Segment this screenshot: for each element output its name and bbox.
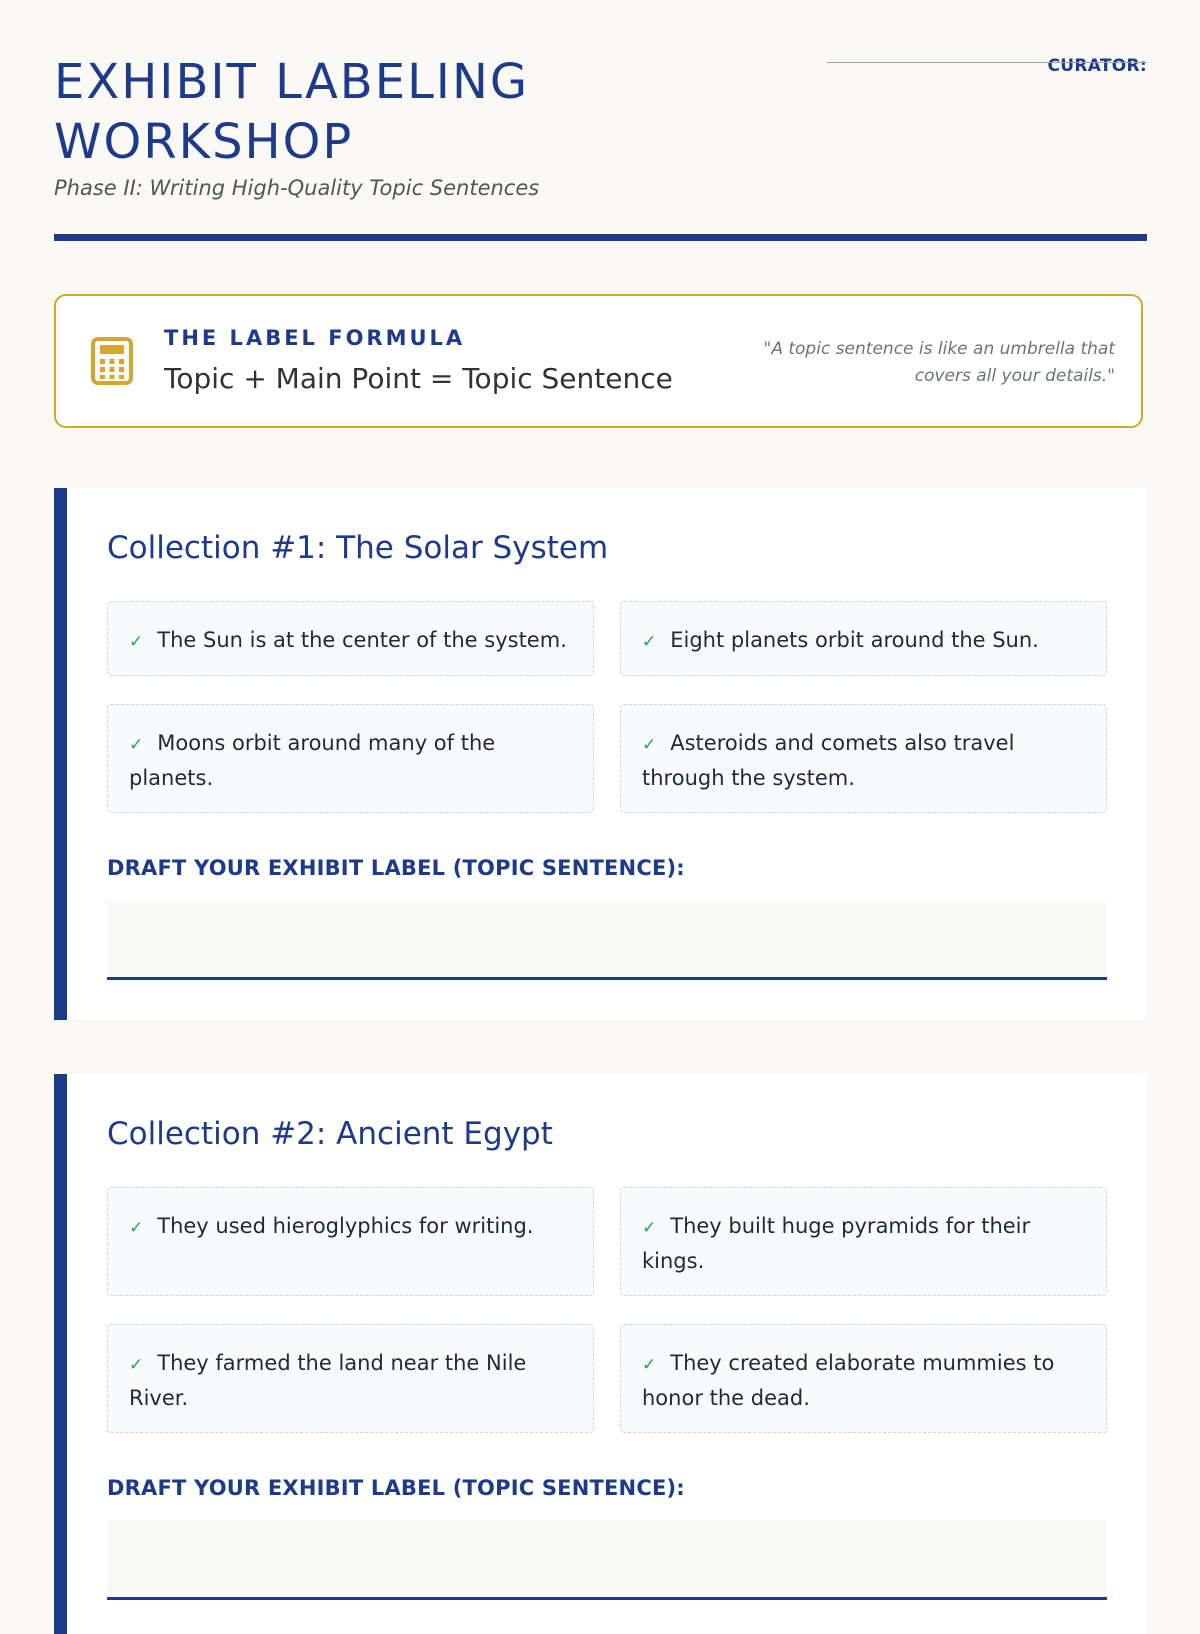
fact-card [107,601,594,676]
check-icon: ✓ [642,1218,657,1238]
fact-card [107,1324,594,1433]
exhibit-label-input[interactable] [107,1520,1107,1600]
curator-signature-line[interactable] [827,62,1147,63]
check-icon: ✓ [129,1355,144,1375]
check-icon: ✓ [642,735,657,755]
fact-text: They used hieroglyphics for writing. [157,1214,534,1238]
fact-card [107,1187,594,1296]
fact-card [620,1187,1107,1296]
formula-heading: THE LABEL FORMULA [164,326,466,350]
fact-card [107,704,594,813]
curator-label: CURATOR: [1047,56,1147,76]
check-icon: ✓ [642,1355,657,1375]
calculator-icon [90,336,134,386]
fact-text: They farmed the land near the Nile River. [129,1351,527,1410]
formula-quote: "A topic sentence is like an umbrella that covers all your details." [763,339,1115,386]
check-icon: ✓ [129,735,144,755]
collection-card [54,1074,1147,1634]
fact-text: Asteroids and comets also travel through the system. [642,731,1015,790]
formula-text: Topic + Main Point = Topic Sentence [164,362,673,395]
worksheet-page [54,0,1147,1500]
collection-title: Collection #1: The Solar System [107,530,609,566]
fact-text: They built huge pyramids for their kings. [642,1214,1031,1273]
fact-text: They created elaborate mummies to honor the dead. [642,1351,1055,1410]
fact-text: Moons orbit around many of the planets. [129,731,496,790]
collection-card [54,488,1147,1020]
fact-card [620,601,1107,676]
check-icon: ✓ [642,632,657,652]
collection-title: Collection #2: Ancient Egypt [107,1116,553,1152]
header-divider [54,234,1147,241]
fact-card [620,1324,1107,1433]
draft-label: DRAFT YOUR EXHIBIT LABEL (TOPIC SENTENCE): [107,1476,685,1500]
fact-text: The Sun is at the center of the system. [157,628,567,652]
check-icon: ✓ [129,632,144,652]
fact-card [620,704,1107,813]
header [54,0,1147,242]
check-icon: ✓ [129,1218,144,1238]
fact-text: Eight planets orbit around the Sun. [670,628,1039,652]
exhibit-label-input[interactable] [107,900,1107,980]
page-subtitle: Phase II: Writing High-Quality Topic Sentences [54,176,540,200]
curator-field [827,56,1147,76]
page-title: EXHIBIT LABELING WORKSHOP [54,54,530,170]
label-formula-box [54,294,1143,428]
draft-label: DRAFT YOUR EXHIBIT LABEL (TOPIC SENTENCE): [107,856,685,880]
